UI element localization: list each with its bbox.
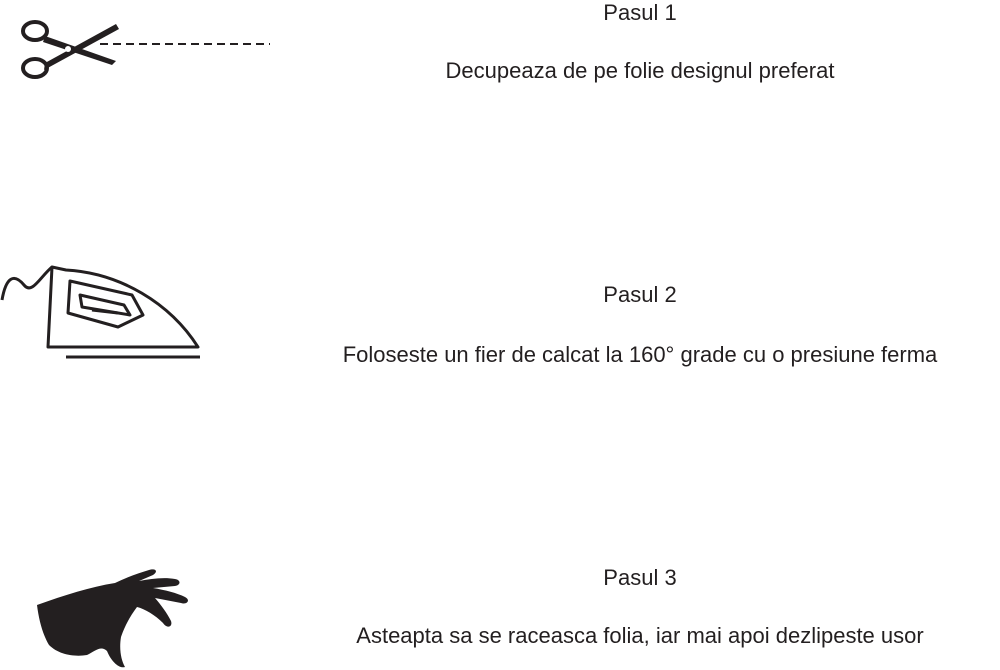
step-3-title: Pasul 3	[603, 565, 677, 590]
step-1-text: Decupeaza de pe folie designul preferat	[445, 58, 835, 83]
iron-icon	[0, 255, 210, 365]
step-1-title: Pasul 1	[603, 0, 677, 25]
step-3-text: Asteapta sa se raceasca folia, iar mai apoi dezlipeste usor	[356, 623, 924, 648]
hand-peeling-icon	[35, 565, 195, 670]
step-2-text: Foloseste un fier de calcat la 160° grade cu o presiune ferma	[342, 342, 938, 367]
step-2-title: Pasul 2	[603, 282, 677, 307]
scissors-icon	[8, 8, 278, 88]
